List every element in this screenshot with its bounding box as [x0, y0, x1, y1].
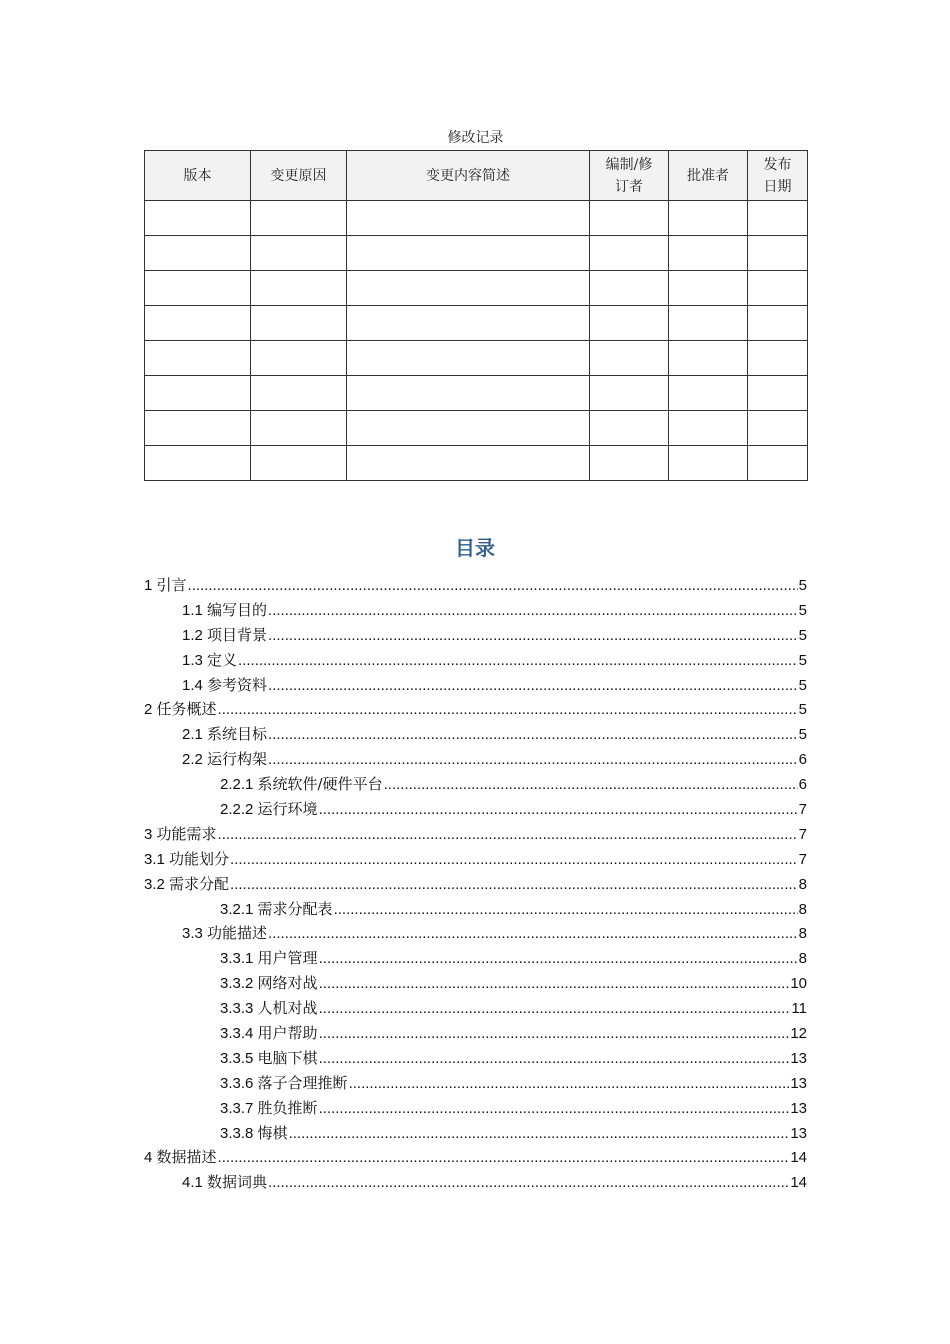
toc-dot-leader	[334, 901, 798, 918]
toc-entry-number: 3.3	[182, 925, 203, 943]
table-cell[interactable]	[590, 341, 669, 376]
header-label: 变更原因	[270, 167, 327, 184]
table-cell[interactable]	[145, 446, 251, 481]
toc-dot-leader	[218, 826, 798, 843]
toc-entry-title: 编写目的	[207, 600, 268, 619]
toc-entry-number: 2	[144, 701, 153, 719]
toc-entry-number: 4.1	[182, 1174, 203, 1192]
toc-entry-title: 用户管理	[257, 949, 318, 968]
toc-entry-title: 系统目标	[207, 725, 268, 744]
toc-entry-number: 3.2	[144, 875, 165, 893]
toc-entry-title: 参考资料	[207, 675, 268, 694]
toc-page-number: 8	[798, 900, 807, 918]
toc-entry-number: 3.3.4	[220, 1025, 254, 1043]
toc-dot-leader	[188, 577, 798, 594]
table-cell[interactable]	[669, 341, 748, 376]
toc-dot-leader	[268, 627, 798, 644]
toc-entry[interactable]	[144, 1146, 807, 1171]
toc-entry[interactable]	[144, 723, 807, 748]
header-label: 发布	[763, 156, 792, 173]
table-cell[interactable]	[347, 446, 590, 481]
toc-page-number: 10	[790, 975, 807, 993]
table-cell[interactable]	[145, 236, 251, 271]
toc-entry-title: 项目背景	[207, 625, 268, 644]
toc-entry[interactable]	[144, 823, 807, 848]
table-cell[interactable]	[748, 446, 808, 481]
toc-entry-title: 功能划分	[169, 849, 230, 868]
table-cell[interactable]	[669, 271, 748, 306]
table-cell[interactable]	[347, 376, 590, 411]
table-cell[interactable]	[748, 411, 808, 446]
table-row	[145, 446, 808, 481]
toc-entry[interactable]	[144, 649, 807, 674]
table-cell[interactable]	[748, 271, 808, 306]
toc-entry-title: 数据词典	[207, 1173, 268, 1192]
toc-page-number: 13	[790, 1074, 807, 1092]
table-cell[interactable]	[251, 341, 347, 376]
toc-entry-title: 悔棋	[257, 1123, 288, 1142]
table-row	[145, 201, 808, 236]
toc-page-number: 11	[791, 1000, 807, 1018]
toc-entry[interactable]	[144, 898, 807, 923]
toc-entry-title: 任务概述	[156, 700, 217, 719]
toc-page-number: 8	[798, 875, 807, 893]
table-cell[interactable]	[590, 306, 669, 341]
revision-table-title: 修改记录	[447, 130, 504, 146]
toc-page-number: 5	[798, 626, 807, 644]
toc-dot-leader	[319, 801, 798, 818]
revision-header-cell	[145, 151, 251, 201]
toc-page-number: 5	[798, 577, 807, 594]
toc-entry[interactable]	[144, 972, 807, 997]
table-cell[interactable]	[145, 411, 251, 446]
toc-dot-leader	[319, 1025, 790, 1042]
toc-page-number: 5	[798, 676, 807, 694]
toc-page-number: 8	[798, 950, 807, 968]
toc-dot-leader	[289, 1125, 790, 1142]
revision-header-row	[145, 151, 808, 201]
toc-page-number: 13	[790, 1049, 807, 1067]
toc-entry-title: 需求分配	[169, 874, 230, 893]
header-label: 日期	[763, 178, 792, 195]
toc-page-number: 14	[790, 1174, 807, 1192]
toc-page-number: 14	[790, 1149, 807, 1167]
toc-entry[interactable]	[144, 873, 807, 898]
toc-entry-number: 3.3.5	[220, 1049, 254, 1067]
table-row	[145, 411, 808, 446]
table-cell[interactable]	[590, 446, 669, 481]
toc-entry-number: 3.1	[144, 850, 165, 868]
toc-page-number: 7	[798, 801, 807, 819]
table-cell[interactable]	[669, 236, 748, 271]
revision-header-cell	[347, 151, 590, 201]
toc-entry-number: 3.3.8	[220, 1124, 254, 1142]
table-cell[interactable]	[347, 271, 590, 306]
toc-entry-title: 落子合理推断	[257, 1073, 348, 1092]
toc-page-number: 5	[798, 701, 807, 719]
toc-entry-title: 网络对战	[257, 974, 318, 993]
header-label: 订者	[615, 178, 643, 195]
toc-dot-leader	[319, 1000, 791, 1017]
revision-header-cell	[669, 151, 748, 201]
table-cell[interactable]	[251, 376, 347, 411]
table-cell[interactable]	[748, 236, 808, 271]
toc-dot-leader	[319, 1100, 790, 1117]
header-label: 版本	[183, 167, 212, 184]
toc-page-number: 5	[798, 601, 807, 619]
toc-entry-number: 3.3.2	[220, 975, 254, 993]
toc-entry-title: 引言	[156, 576, 187, 594]
table-cell[interactable]	[669, 376, 748, 411]
header-label: 变更内容简述	[426, 167, 510, 184]
toc-page-number: 7	[798, 850, 807, 868]
toc-entry-title: 运行环境	[257, 800, 318, 819]
toc-entry-title: 功能描述	[207, 924, 268, 943]
toc-entry-title: 运行构架	[207, 750, 268, 769]
toc-entry-number: 3.2.1	[220, 900, 254, 918]
table-cell[interactable]	[347, 411, 590, 446]
toc-entry-number: 1.4	[182, 676, 203, 694]
toc-dot-leader	[268, 1174, 789, 1191]
toc-page-number: 13	[790, 1124, 807, 1142]
toc-page-number: 6	[798, 776, 807, 794]
toc-title: 目录	[455, 536, 495, 560]
toc-entry-number: 2.1	[182, 726, 203, 744]
table-row	[145, 306, 808, 341]
toc-entry[interactable]	[144, 1097, 807, 1122]
table-cell[interactable]	[347, 306, 590, 341]
table-cell[interactable]	[251, 201, 347, 236]
toc-entry[interactable]	[144, 624, 807, 649]
toc-entry-number: 1.2	[182, 626, 203, 644]
table-of-contents	[144, 574, 807, 1196]
table-cell[interactable]	[145, 341, 251, 376]
toc-entry[interactable]	[144, 574, 807, 599]
toc-entry-title: 定义	[207, 650, 238, 669]
table-cell[interactable]	[590, 201, 669, 236]
toc-dot-leader	[349, 1075, 790, 1092]
toc-dot-leader	[230, 851, 798, 868]
toc-entry-number: 3	[144, 825, 153, 843]
table-cell[interactable]	[748, 376, 808, 411]
toc-entry-title: 电脑下棋	[257, 1048, 318, 1067]
table-cell[interactable]	[145, 376, 251, 411]
table-cell[interactable]	[748, 201, 808, 236]
table-cell[interactable]	[590, 271, 669, 306]
header-label: 编制/修	[605, 156, 653, 173]
table-cell[interactable]	[590, 236, 669, 271]
table-row	[145, 376, 808, 411]
revision-header-cell	[251, 151, 347, 201]
toc-page-number: 5	[798, 651, 807, 669]
toc-page-number: 7	[798, 825, 807, 843]
toc-page-number: 13	[790, 1099, 807, 1117]
toc-dot-leader	[268, 726, 798, 743]
toc-entry-title: 系统软件/硬件平台	[257, 775, 383, 794]
toc-dot-leader	[268, 602, 798, 619]
toc-dot-leader	[218, 1149, 790, 1166]
toc-page-number: 12	[790, 1025, 807, 1043]
toc-entry[interactable]	[144, 947, 807, 972]
toc-dot-leader	[238, 652, 798, 669]
toc-entry-number: 2.2.1	[220, 776, 254, 794]
toc-entry-number: 3.3.3	[220, 1000, 254, 1018]
toc-entry[interactable]	[144, 1047, 807, 1072]
toc-entry[interactable]	[144, 1072, 807, 1097]
revision-header-cell	[590, 151, 669, 201]
table-row	[145, 271, 808, 306]
toc-dot-leader	[230, 876, 798, 893]
toc-entry-title: 数据描述	[156, 1148, 217, 1167]
toc-dot-leader	[384, 776, 798, 793]
table-cell[interactable]	[347, 236, 590, 271]
revision-table-body	[145, 201, 808, 481]
table-cell[interactable]	[251, 411, 347, 446]
header-label: 批准者	[687, 167, 729, 184]
toc-page-number: 6	[798, 751, 807, 769]
toc-dot-leader	[268, 925, 798, 942]
table-cell[interactable]	[669, 411, 748, 446]
table-cell[interactable]	[590, 376, 669, 411]
table-cell[interactable]	[669, 201, 748, 236]
table-cell[interactable]	[669, 306, 748, 341]
table-cell[interactable]	[590, 411, 669, 446]
toc-entry-title: 人机对战	[257, 999, 318, 1018]
toc-entry-number: 4	[144, 1149, 153, 1167]
toc-dot-leader	[218, 701, 798, 718]
toc-entry-title: 用户帮助	[257, 1024, 318, 1043]
table-cell[interactable]	[251, 446, 347, 481]
toc-entry-number: 3.3.7	[220, 1099, 254, 1117]
toc-dot-leader	[319, 950, 798, 967]
table-cell[interactable]	[748, 341, 808, 376]
toc-entry-number: 1.3	[182, 651, 203, 669]
toc-entry-number: 1.1	[182, 601, 203, 619]
toc-entry[interactable]	[144, 674, 807, 699]
toc-entry-title: 功能需求	[156, 824, 217, 843]
revision-table	[144, 150, 808, 481]
table-cell[interactable]	[347, 341, 590, 376]
table-cell[interactable]	[251, 236, 347, 271]
toc-entry[interactable]	[144, 748, 807, 773]
toc-entry-title: 需求分配表	[257, 899, 333, 918]
toc-entry-number: 2.2.2	[220, 801, 254, 819]
table-cell[interactable]	[251, 271, 347, 306]
toc-entry[interactable]	[144, 1022, 807, 1047]
toc-entry-number: 2.2	[182, 751, 203, 769]
revision-header-cell	[748, 151, 808, 201]
table-cell[interactable]	[669, 446, 748, 481]
toc-entry[interactable]	[144, 1171, 807, 1196]
toc-dot-leader	[268, 677, 798, 694]
toc-dot-leader	[319, 1050, 790, 1067]
toc-entry[interactable]	[144, 773, 807, 798]
table-cell[interactable]	[748, 306, 808, 341]
toc-entry-title: 胜负推断	[257, 1098, 318, 1117]
table-cell[interactable]	[145, 271, 251, 306]
toc-page-number: 8	[798, 925, 807, 943]
toc-entry[interactable]	[144, 798, 807, 823]
toc-entry[interactable]	[144, 997, 807, 1022]
table-row	[145, 236, 808, 271]
toc-entry[interactable]	[144, 848, 807, 873]
toc-dot-leader	[319, 975, 790, 992]
toc-entry-number: 3.3.1	[220, 950, 254, 968]
toc-entry[interactable]	[144, 922, 807, 947]
toc-entry-number: 3.3.6	[220, 1074, 254, 1092]
table-cell[interactable]	[347, 201, 590, 236]
toc-entry[interactable]	[144, 599, 807, 624]
table-cell[interactable]	[145, 306, 251, 341]
toc-dot-leader	[268, 751, 798, 768]
toc-entry-number: 1	[144, 577, 153, 594]
toc-entry[interactable]	[144, 698, 807, 723]
table-row	[145, 341, 808, 376]
toc-page-number: 5	[798, 726, 807, 744]
table-cell[interactable]	[251, 306, 347, 341]
table-cell[interactable]	[145, 201, 251, 236]
toc-entry[interactable]	[144, 1122, 807, 1147]
